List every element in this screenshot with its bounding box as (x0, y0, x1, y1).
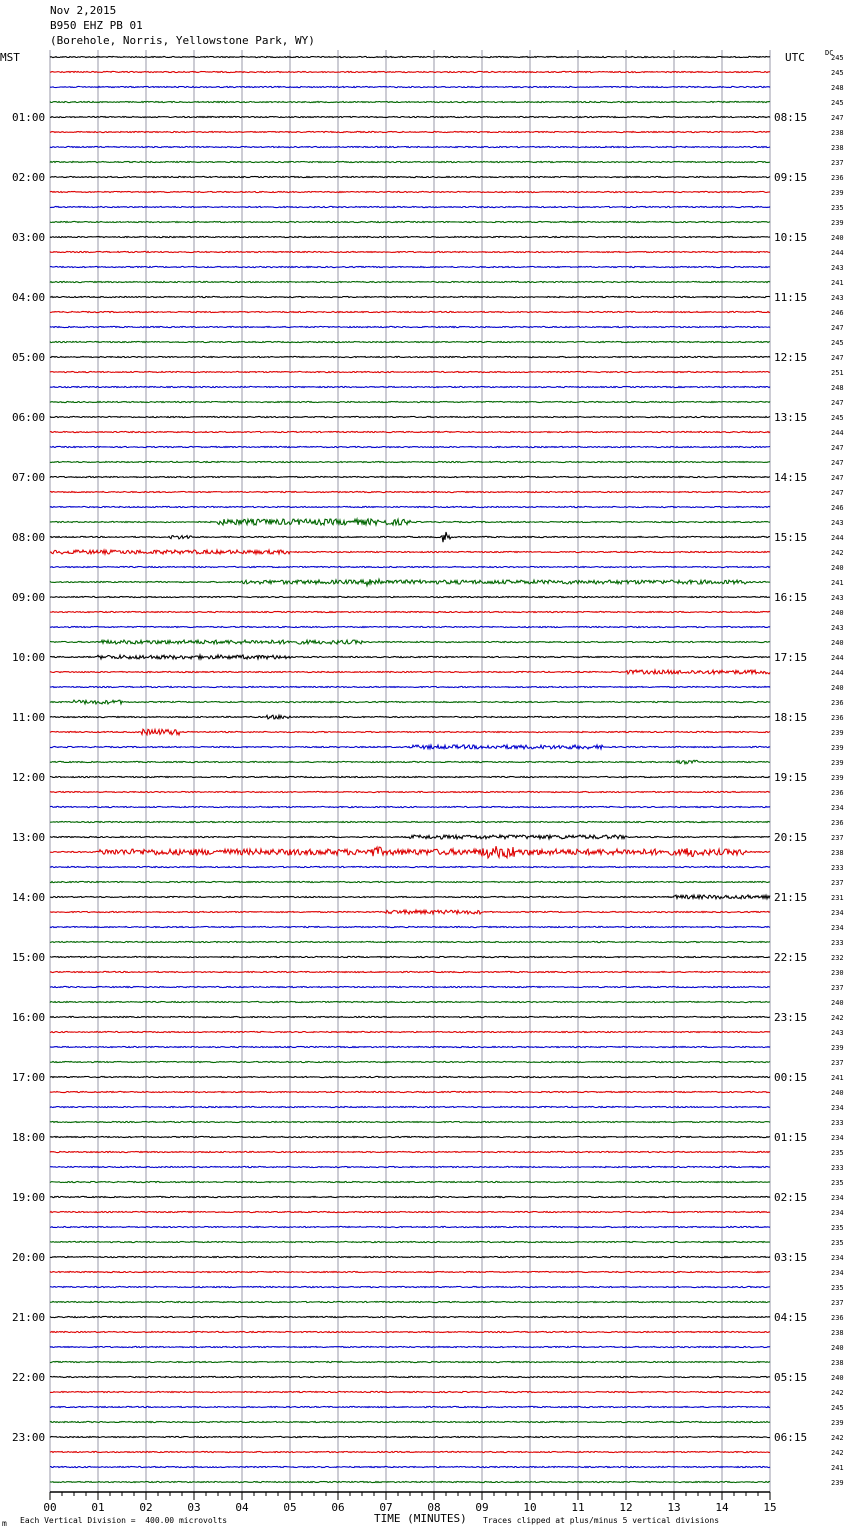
header-station: B950 EHZ PB 01 (50, 19, 143, 32)
trace-line (50, 1421, 770, 1422)
trace-line (50, 1451, 770, 1452)
utc-hour-label: 21:15 (774, 891, 808, 904)
dc-value: 237 (831, 879, 844, 887)
dc-value: 236 (831, 699, 844, 707)
mst-hour-label: 08:00 (12, 531, 46, 544)
trace-line (50, 431, 770, 432)
trace-line (50, 1466, 770, 1467)
trace-line (50, 1256, 770, 1257)
x-tick-label: 03 (187, 1501, 201, 1514)
trace-line (50, 416, 770, 417)
dc-value: 237 (831, 984, 844, 992)
mst-hour-label: 23:00 (12, 1431, 46, 1444)
trace-line (50, 1061, 770, 1062)
trace-line (50, 1076, 770, 1077)
dc-value: 233 (831, 1164, 844, 1172)
x-tick-label: 06 (331, 1501, 345, 1514)
trace-line (50, 1406, 770, 1407)
trace-line (50, 491, 770, 492)
trace-line (50, 356, 770, 357)
dc-value: 251 (831, 369, 844, 377)
trace-line (50, 1331, 770, 1332)
trace-line (50, 910, 770, 914)
dc-value: 234 (831, 1269, 844, 1277)
trace-line (50, 532, 770, 542)
dc-value: 242 (831, 1434, 844, 1442)
dc-value: 231 (831, 894, 844, 902)
dc-value: 241 (831, 1074, 844, 1082)
x-tick-label: 15 (763, 1501, 777, 1514)
trace-line (50, 191, 770, 192)
dc-value: 239 (831, 189, 844, 197)
mst-hour-label: 04:00 (12, 291, 46, 304)
dc-value: 236 (831, 174, 844, 182)
utc-hour-label: 08:15 (774, 111, 808, 124)
trace-line (50, 835, 770, 839)
footer-division: Each Vertical Division = 400.00 microvolts (20, 1516, 228, 1525)
trace-line (50, 371, 770, 372)
trace-line (50, 1121, 770, 1122)
trace-line (50, 776, 770, 777)
trace-line (50, 715, 770, 719)
trace-line (50, 550, 770, 554)
trace-line (50, 1241, 770, 1242)
utc-hour-label: 01:15 (774, 1131, 808, 1144)
x-tick-label: 14 (715, 1501, 729, 1514)
dc-value: 237 (831, 1299, 844, 1307)
utc-hour-label: 10:15 (774, 231, 808, 244)
trace-line (50, 386, 770, 387)
mst-hour-label: 17:00 (12, 1071, 46, 1084)
dc-value: 243 (831, 519, 844, 527)
x-tick-label: 09 (475, 1501, 489, 1514)
dc-value: 235 (831, 1284, 844, 1292)
dc-value: 245 (831, 54, 844, 62)
dc-value: 237 (831, 834, 844, 842)
mst-hour-label: 14:00 (12, 891, 46, 904)
trace-line (50, 745, 770, 749)
mst-hour-label: 21:00 (12, 1311, 46, 1324)
trace-line (50, 1046, 770, 1047)
dc-value: 234 (831, 1194, 844, 1202)
mst-hour-label: 22:00 (12, 1371, 46, 1384)
dc-value: 240 (831, 609, 844, 617)
dc-value: 233 (831, 1119, 844, 1127)
utc-hour-label: 18:15 (774, 711, 808, 724)
trace-line (50, 941, 770, 942)
left-timezone-label: MST (0, 51, 20, 64)
dc-value: 244 (831, 249, 844, 257)
dc-value: 240 (831, 234, 844, 242)
mst-hour-label: 13:00 (12, 831, 46, 844)
dc-value: 240 (831, 1344, 844, 1352)
x-tick-label: 12 (619, 1501, 633, 1514)
dc-value: 239 (831, 219, 844, 227)
trace-line (50, 221, 770, 222)
dc-value: 235 (831, 1179, 844, 1187)
utc-hour-label: 04:15 (774, 1311, 808, 1324)
dc-value: 247 (831, 459, 844, 467)
x-tick-label: 01 (91, 1501, 105, 1514)
x-tick-label: 00 (43, 1501, 57, 1514)
trace-line (50, 146, 770, 147)
dc-value: 243 (831, 594, 844, 602)
trace-line (50, 1151, 770, 1152)
utc-hour-label: 03:15 (774, 1251, 808, 1264)
trace-line (50, 626, 770, 627)
utc-hour-label: 06:15 (774, 1431, 808, 1444)
utc-hour-label: 02:15 (774, 1191, 808, 1204)
trace-line (50, 579, 770, 586)
trace-line (50, 401, 770, 402)
dc-value: 247 (831, 444, 844, 452)
trace-line (50, 655, 770, 659)
trace-line (50, 1226, 770, 1227)
dc-value: 244 (831, 429, 844, 437)
mst-hour-label: 05:00 (12, 351, 46, 364)
dc-value: 234 (831, 1134, 844, 1142)
mst-hour-label: 16:00 (12, 1011, 46, 1024)
trace-line (50, 821, 770, 822)
dc-value: 238 (831, 1329, 844, 1337)
dc-value: 234 (831, 1104, 844, 1112)
trace-line (50, 296, 770, 297)
dc-value: 240 (831, 1374, 844, 1382)
trace-line (50, 640, 770, 644)
footer-scale-mark: m (2, 1519, 7, 1528)
x-tick-label: 07 (379, 1501, 393, 1514)
dc-value: 234 (831, 924, 844, 932)
dc-value: 230 (831, 969, 844, 977)
dc-value: 245 (831, 339, 844, 347)
dc-value: 245 (831, 414, 844, 422)
utc-hour-label: 09:15 (774, 171, 808, 184)
header-date: Nov 2,2015 (50, 4, 117, 17)
trace-line (50, 116, 770, 117)
trace-line (50, 1166, 770, 1167)
dc-value: 247 (831, 114, 844, 122)
utc-hour-label: 15:15 (774, 531, 808, 544)
dc-value: 243 (831, 624, 844, 632)
dc-value: 236 (831, 714, 844, 722)
dc-value: 239 (831, 744, 844, 752)
trace-line (50, 926, 770, 927)
dc-value: 236 (831, 1314, 844, 1322)
dc-value: 238 (831, 849, 844, 857)
dc-value: 247 (831, 474, 844, 482)
x-tick-label: 04 (235, 1501, 249, 1514)
dc-value: 245 (831, 99, 844, 107)
mst-hour-label: 11:00 (12, 711, 46, 724)
trace-line (50, 1376, 770, 1377)
dc-value: 235 (831, 1149, 844, 1157)
utc-hour-label: 05:15 (774, 1371, 808, 1384)
utc-hour-label: 14:15 (774, 471, 808, 484)
dc-value: 241 (831, 1464, 844, 1472)
dc-value: 235 (831, 204, 844, 212)
mst-hour-label: 10:00 (12, 651, 46, 664)
dc-value: 233 (831, 864, 844, 872)
trace-line (50, 1211, 770, 1212)
dc-value: 239 (831, 759, 844, 767)
dc-value: 240 (831, 1089, 844, 1097)
trace-line (50, 846, 770, 858)
mst-hour-label: 03:00 (12, 231, 46, 244)
trace-line (50, 806, 770, 807)
trace-line (50, 206, 770, 207)
dc-value: 246 (831, 309, 844, 317)
trace-line (50, 161, 770, 162)
dc-value: 235 (831, 1239, 844, 1247)
trace-line (50, 1271, 770, 1272)
dc-value: 239 (831, 1479, 844, 1487)
trace-line (50, 971, 770, 972)
dc-value: 242 (831, 1389, 844, 1397)
trace-line (50, 461, 770, 462)
dc-label: DC (825, 49, 834, 57)
dc-value: 234 (831, 804, 844, 812)
trace-line (50, 1016, 770, 1017)
trace-line (50, 986, 770, 987)
dc-value: 242 (831, 1014, 844, 1022)
trace-line (50, 1286, 770, 1287)
trace-line (50, 1316, 770, 1317)
dc-value: 243 (831, 264, 844, 272)
dc-value: 241 (831, 279, 844, 287)
utc-hour-label: 13:15 (774, 411, 808, 424)
utc-hour-label: 11:15 (774, 291, 808, 304)
dc-value: 244 (831, 534, 844, 542)
mst-hour-label: 15:00 (12, 951, 46, 964)
mst-hour-label: 19:00 (12, 1191, 46, 1204)
trace-line (50, 566, 770, 567)
utc-hour-label: 00:15 (774, 1071, 808, 1084)
dc-value: 247 (831, 354, 844, 362)
trace-line (50, 1196, 770, 1197)
x-tick-label: 13 (667, 1501, 681, 1514)
utc-hour-label: 16:15 (774, 591, 808, 604)
trace-line (50, 1361, 770, 1362)
dc-value: 240 (831, 999, 844, 1007)
dc-value: 246 (831, 504, 844, 512)
dc-value: 237 (831, 159, 844, 167)
mst-hour-label: 18:00 (12, 1131, 46, 1144)
dc-value: 232 (831, 954, 844, 962)
trace-line (50, 476, 770, 477)
dc-value: 243 (831, 1029, 844, 1037)
dc-value: 243 (831, 294, 844, 302)
dc-value: 244 (831, 669, 844, 677)
trace-line (50, 519, 770, 525)
dc-value: 239 (831, 1044, 844, 1052)
utc-hour-label: 12:15 (774, 351, 808, 364)
dc-value: 239 (831, 1419, 844, 1427)
trace-line (50, 881, 770, 882)
dc-value: 236 (831, 789, 844, 797)
dc-value: 235 (831, 1224, 844, 1232)
utc-hour-label: 17:15 (774, 651, 808, 664)
mst-hour-label: 09:00 (12, 591, 46, 604)
mst-hour-label: 06:00 (12, 411, 46, 424)
dc-value: 247 (831, 489, 844, 497)
dc-value: 240 (831, 684, 844, 692)
dc-value: 236 (831, 819, 844, 827)
dc-value: 245 (831, 1404, 844, 1412)
trace-line (50, 56, 770, 57)
dc-value: 240 (831, 639, 844, 647)
trace-line (50, 71, 770, 72)
trace-line (50, 895, 770, 899)
utc-hour-label: 19:15 (774, 771, 808, 784)
trace-line (50, 670, 770, 674)
dc-value: 237 (831, 1059, 844, 1067)
trace-line (50, 1091, 770, 1092)
utc-hour-label: 23:15 (774, 1011, 808, 1024)
mst-hour-label: 07:00 (12, 471, 46, 484)
dc-value: 239 (831, 729, 844, 737)
trace-line (50, 1031, 770, 1032)
dc-value: 245 (831, 69, 844, 77)
trace-line (50, 506, 770, 507)
right-timezone-label: UTC (785, 51, 805, 64)
trace-line (50, 266, 770, 267)
trace-line (50, 700, 770, 704)
utc-hour-label: 20:15 (774, 831, 808, 844)
mst-hour-label: 02:00 (12, 171, 46, 184)
dc-value: 242 (831, 549, 844, 557)
trace-line (50, 956, 770, 957)
utc-hour-label: 22:15 (774, 951, 808, 964)
mst-hour-label: 12:00 (12, 771, 46, 784)
trace-line (50, 866, 770, 867)
dc-value: 234 (831, 909, 844, 917)
dc-value: 233 (831, 939, 844, 947)
trace-line (50, 1106, 770, 1107)
trace-line (50, 1436, 770, 1437)
trace-line (50, 236, 770, 237)
dc-value: 238 (831, 1359, 844, 1367)
x-tick-label: 10 (523, 1501, 537, 1514)
x-tick-label: 02 (139, 1501, 153, 1514)
trace-line (50, 1346, 770, 1347)
footer-clip-note: Traces clipped at plus/minus 5 vertical divisions (483, 1516, 720, 1525)
dc-value: 247 (831, 399, 844, 407)
dc-value: 240 (831, 564, 844, 572)
trace-line (50, 1181, 770, 1182)
trace-line (50, 1001, 770, 1002)
x-tick-label: 05 (283, 1501, 297, 1514)
trace-line (50, 251, 770, 252)
trace-line (50, 1391, 770, 1392)
trace-line (50, 1136, 770, 1137)
trace-line (50, 311, 770, 312)
trace-line (50, 101, 770, 102)
header-location: (Borehole, Norris, Yellowstone Park, WY) (50, 34, 315, 47)
dc-value: 234 (831, 1254, 844, 1262)
dc-value: 247 (831, 324, 844, 332)
x-tick-label: 08 (427, 1501, 441, 1514)
trace-line (50, 611, 770, 612)
trace-line (50, 326, 770, 327)
mst-hour-label: 20:00 (12, 1251, 46, 1264)
trace-line (50, 86, 770, 87)
dc-value: 248 (831, 84, 844, 92)
dc-value: 238 (831, 129, 844, 137)
trace-line (50, 341, 770, 342)
x-axis-title: TIME (MINUTES) (374, 1512, 467, 1525)
dc-value: 241 (831, 579, 844, 587)
dc-value: 242 (831, 1449, 844, 1457)
x-tick-label: 11 (571, 1501, 585, 1514)
dc-value: 238 (831, 144, 844, 152)
trace-line (50, 1301, 770, 1302)
trace-line (50, 281, 770, 282)
mst-hour-label: 01:00 (12, 111, 46, 124)
dc-value: 248 (831, 384, 844, 392)
trace-line (50, 1481, 770, 1482)
trace-line (50, 760, 770, 764)
trace-line (50, 686, 770, 687)
trace-line (50, 176, 770, 177)
dc-value: 244 (831, 654, 844, 662)
trace-line (50, 791, 770, 792)
dc-value: 239 (831, 774, 844, 782)
dc-value: 234 (831, 1209, 844, 1217)
trace-line (50, 446, 770, 447)
trace-line (50, 131, 770, 132)
trace-line (50, 596, 770, 597)
trace-line (50, 729, 770, 735)
